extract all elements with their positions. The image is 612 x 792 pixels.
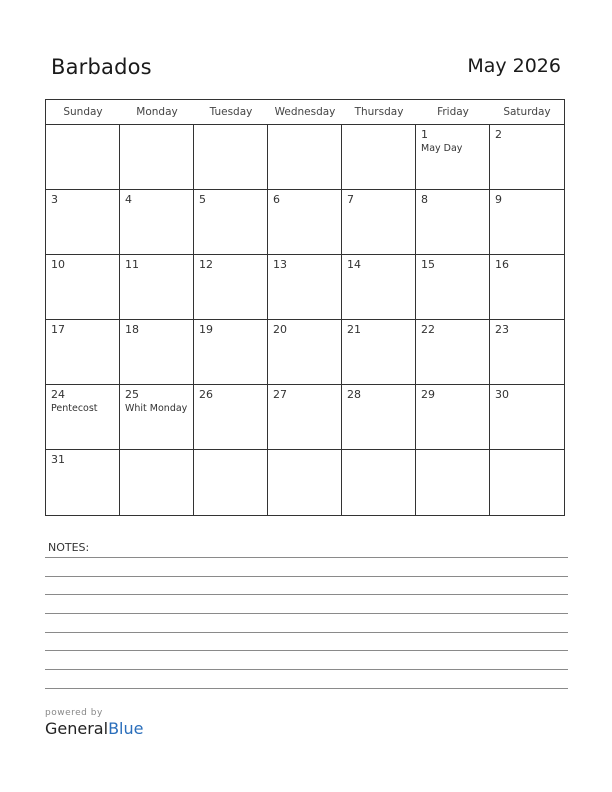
day-number: 24 bbox=[51, 388, 65, 401]
day-cell-15 bbox=[416, 255, 490, 319]
day-cell-empty bbox=[46, 125, 120, 189]
notes-line bbox=[45, 632, 568, 633]
day-cell-9 bbox=[490, 190, 564, 254]
weekday-wednesday: Wednesday bbox=[274, 106, 336, 118]
day-number: 10 bbox=[51, 258, 65, 271]
week-row bbox=[46, 320, 564, 385]
day-number: 2 bbox=[495, 128, 502, 141]
holiday-label: Pentecost bbox=[51, 403, 98, 414]
day-cell-13 bbox=[268, 255, 342, 319]
day-cell-24 bbox=[46, 385, 120, 449]
weekday-thursday: Thursday bbox=[354, 106, 404, 118]
day-cell-empty bbox=[120, 450, 194, 515]
week-row bbox=[46, 450, 564, 515]
day-number: 21 bbox=[347, 323, 361, 336]
week-row bbox=[46, 255, 564, 320]
day-cell-18 bbox=[120, 320, 194, 384]
day-cell-empty bbox=[268, 125, 342, 189]
notes-label: NOTES: bbox=[48, 541, 90, 554]
week-row bbox=[46, 385, 564, 450]
day-cell-26 bbox=[194, 385, 268, 449]
day-cell-25 bbox=[120, 385, 194, 449]
day-cell-1 bbox=[416, 125, 490, 189]
day-cell-empty bbox=[194, 450, 268, 515]
day-cell-6 bbox=[268, 190, 342, 254]
weekday-tuesday: Tuesday bbox=[209, 106, 253, 118]
day-cell-empty bbox=[342, 450, 416, 515]
brand-logo bbox=[45, 719, 143, 738]
footer-branding bbox=[45, 708, 143, 738]
notes-line bbox=[45, 557, 568, 558]
day-number: 8 bbox=[421, 193, 428, 206]
day-number: 26 bbox=[199, 388, 213, 401]
weeks-container bbox=[46, 125, 564, 515]
holiday-label: May Day bbox=[421, 143, 463, 154]
day-cell-empty bbox=[416, 450, 490, 515]
notes-line bbox=[45, 594, 568, 595]
notes-line bbox=[45, 669, 568, 670]
day-number: 7 bbox=[347, 193, 354, 206]
day-number: 23 bbox=[495, 323, 509, 336]
country-title: Barbados bbox=[51, 55, 152, 79]
week-row bbox=[46, 190, 564, 255]
day-cell-2 bbox=[490, 125, 564, 189]
day-number: 14 bbox=[347, 258, 361, 271]
day-number: 15 bbox=[421, 258, 435, 271]
day-cell-3 bbox=[46, 190, 120, 254]
day-number: 18 bbox=[125, 323, 139, 336]
day-cell-31 bbox=[46, 450, 120, 515]
day-cell-21 bbox=[342, 320, 416, 384]
day-cell-4 bbox=[120, 190, 194, 254]
day-cell-19 bbox=[194, 320, 268, 384]
day-number: 3 bbox=[51, 193, 58, 206]
day-cell-empty bbox=[120, 125, 194, 189]
day-number: 31 bbox=[51, 453, 65, 466]
day-number: 6 bbox=[273, 193, 280, 206]
day-number: 1 bbox=[421, 128, 428, 141]
brand-name-part1: General bbox=[45, 719, 109, 738]
month-title: May 2026 bbox=[467, 55, 561, 77]
notes-line bbox=[45, 576, 568, 577]
day-number: 5 bbox=[199, 193, 206, 206]
brand-name-part2: Blue bbox=[108, 719, 144, 738]
day-cell-29 bbox=[416, 385, 490, 449]
day-number: 11 bbox=[125, 258, 139, 271]
week-row bbox=[46, 125, 564, 190]
day-cell-28 bbox=[342, 385, 416, 449]
holiday-label: Whit Monday bbox=[125, 403, 188, 414]
day-number: 28 bbox=[347, 388, 361, 401]
day-cell-22 bbox=[416, 320, 490, 384]
day-cell-5 bbox=[194, 190, 268, 254]
day-cell-12 bbox=[194, 255, 268, 319]
day-number: 27 bbox=[273, 388, 287, 401]
day-number: 12 bbox=[199, 258, 213, 271]
day-cell-30 bbox=[490, 385, 564, 449]
weekday-friday: Friday bbox=[437, 106, 469, 118]
day-cell-empty bbox=[490, 450, 564, 515]
day-cell-7 bbox=[342, 190, 416, 254]
powered-by-text: powered by bbox=[45, 708, 103, 718]
day-cell-17 bbox=[46, 320, 120, 384]
day-number: 22 bbox=[421, 323, 435, 336]
day-cell-10 bbox=[46, 255, 120, 319]
day-cell-14 bbox=[342, 255, 416, 319]
day-cell-empty bbox=[194, 125, 268, 189]
day-cell-8 bbox=[416, 190, 490, 254]
day-number: 4 bbox=[125, 193, 132, 206]
day-number: 29 bbox=[421, 388, 435, 401]
day-number: 13 bbox=[273, 258, 287, 271]
day-number: 20 bbox=[273, 323, 287, 336]
day-cell-27 bbox=[268, 385, 342, 449]
day-cell-empty bbox=[268, 450, 342, 515]
day-number: 30 bbox=[495, 388, 509, 401]
notes-line bbox=[45, 688, 568, 689]
page-header bbox=[0, 0, 612, 90]
day-number: 17 bbox=[51, 323, 65, 336]
weekday-monday: Monday bbox=[136, 106, 178, 118]
notes-line bbox=[45, 613, 568, 614]
weekday-header-row bbox=[46, 100, 564, 125]
day-cell-16 bbox=[490, 255, 564, 319]
day-cell-empty bbox=[342, 125, 416, 189]
day-cell-11 bbox=[120, 255, 194, 319]
weekday-sunday: Sunday bbox=[63, 106, 103, 118]
day-number: 25 bbox=[125, 388, 139, 401]
notes-line bbox=[45, 650, 568, 651]
day-cell-20 bbox=[268, 320, 342, 384]
day-number: 19 bbox=[199, 323, 213, 336]
day-number: 16 bbox=[495, 258, 509, 271]
day-cell-23 bbox=[490, 320, 564, 384]
day-number: 9 bbox=[495, 193, 502, 206]
calendar-grid bbox=[45, 99, 565, 516]
weekday-saturday: Saturday bbox=[503, 106, 551, 118]
